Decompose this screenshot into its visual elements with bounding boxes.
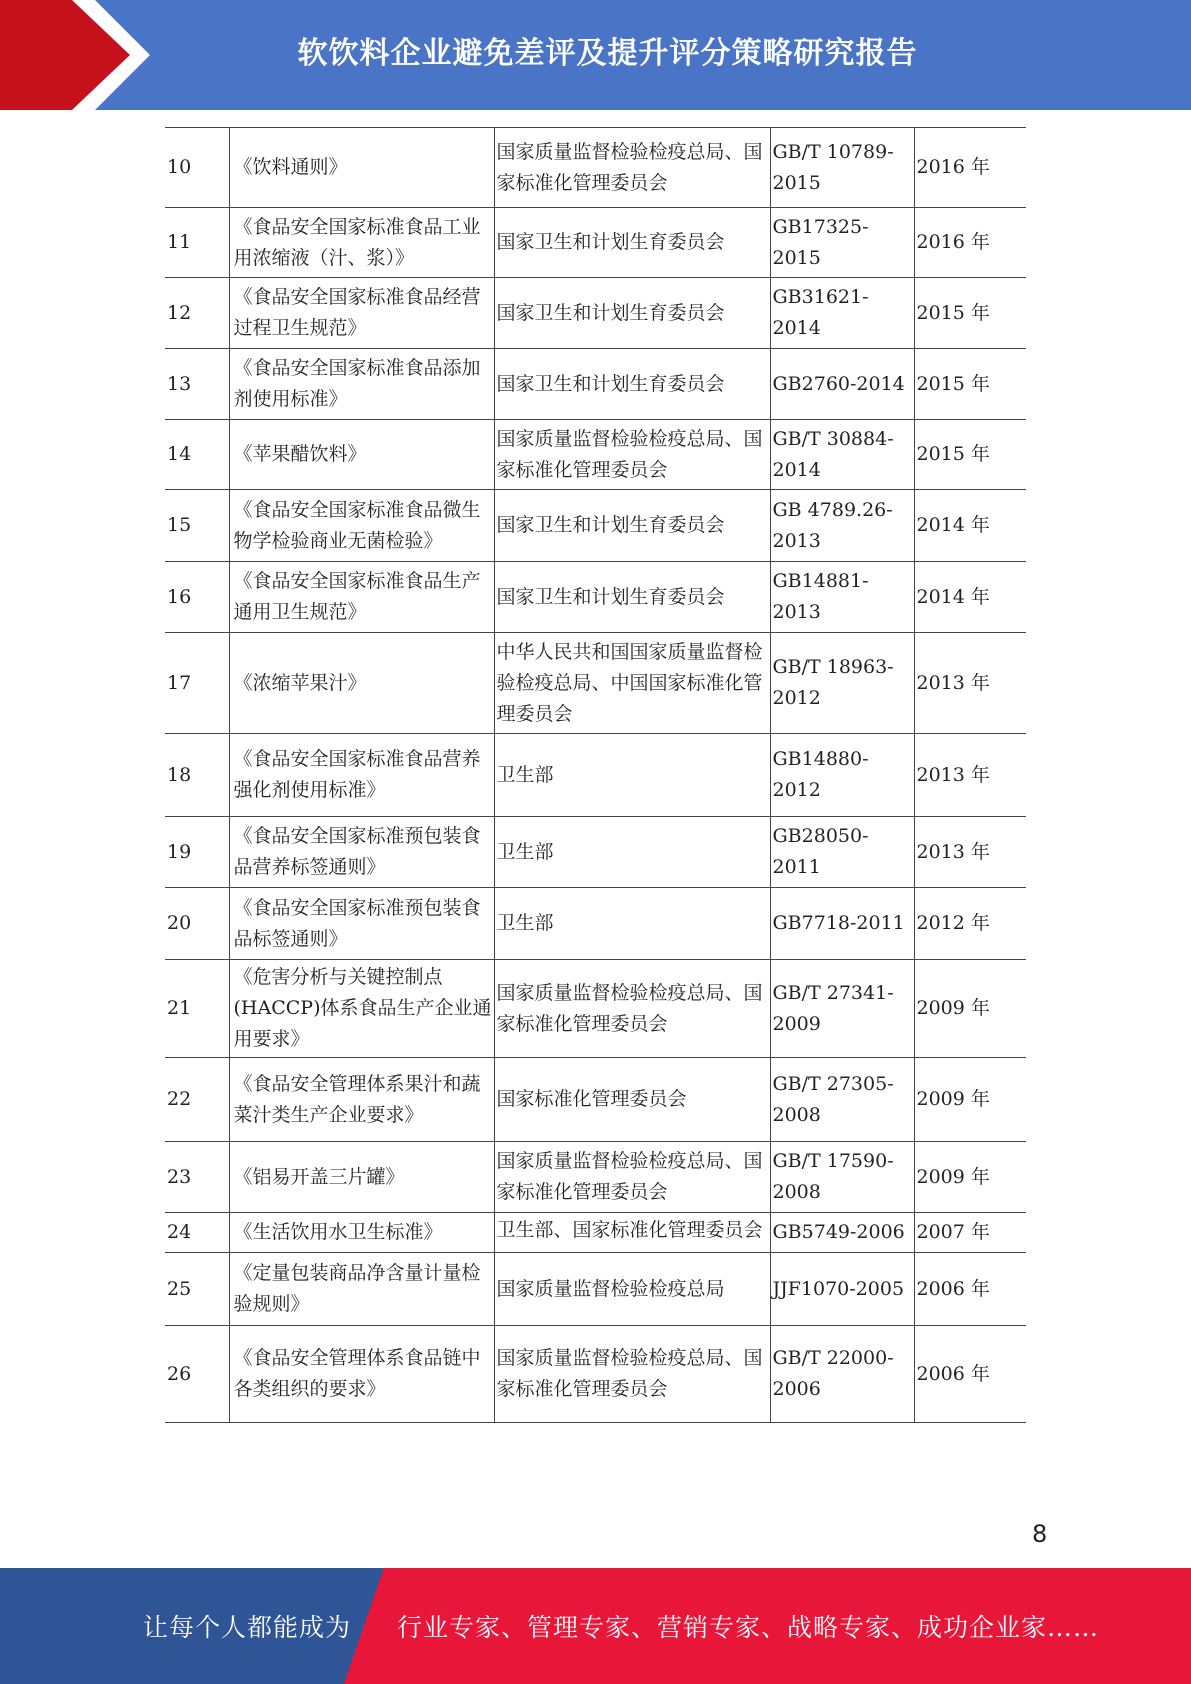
standard-code: GB/T 22000-2006 xyxy=(770,1326,914,1423)
standard-name: 《苹果醋饮料》 xyxy=(229,420,494,490)
row-number: 16 xyxy=(165,562,229,633)
effective-year: 2009 年 xyxy=(914,1142,1026,1213)
header-banner xyxy=(0,0,1191,110)
table-row xyxy=(165,888,1026,960)
effective-year: 2015 年 xyxy=(914,420,1026,490)
issuing-authority: 国家卫生和计划生育委员会 xyxy=(494,349,770,420)
standard-name: 《定量包装商品净含量计量检验规则》 xyxy=(229,1253,494,1326)
standard-code: GB28050-2011 xyxy=(770,817,914,888)
standard-name: 《食品安全国家标准食品营养强化剂使用标准》 xyxy=(229,734,494,817)
standard-code: GB31621-2014 xyxy=(770,278,914,349)
standard-name: 《食品安全国家标准食品添加剂使用标准》 xyxy=(229,349,494,420)
table-row xyxy=(165,1326,1026,1423)
report-title: 软饮料企业避免差评及提升评分策略研究报告 xyxy=(297,36,918,71)
effective-year: 2007 年 xyxy=(914,1213,1026,1253)
table-row xyxy=(165,817,1026,888)
effective-year: 2014 年 xyxy=(914,490,1026,562)
row-number: 26 xyxy=(165,1326,229,1423)
standard-name: 《食品安全国家标准预包装食品营养标签通则》 xyxy=(229,817,494,888)
row-number: 23 xyxy=(165,1142,229,1213)
effective-year: 2012 年 xyxy=(914,888,1026,960)
issuing-authority xyxy=(494,1213,770,1253)
effective-year: 2016 年 xyxy=(914,208,1026,278)
table-row xyxy=(165,1213,1026,1253)
table-row xyxy=(165,633,1026,734)
row-number: 25 xyxy=(165,1253,229,1326)
issuing-authority: 国家标准化管理委员会 xyxy=(494,1058,770,1142)
standard-name: 《食品安全国家标准食品微生物学检验商业无菌检验》 xyxy=(229,490,494,562)
effective-year: 2014 年 xyxy=(914,562,1026,633)
issuing-authority-text: 卫生部、国家标准化管理委员会 xyxy=(496,1218,763,1241)
table-row xyxy=(165,1253,1026,1326)
issuing-authority: 卫生部 xyxy=(494,888,770,960)
page-number: 8 xyxy=(1032,1520,1048,1548)
issuing-authority: 国家卫生和计划生育委员会 xyxy=(494,490,770,562)
table-row xyxy=(165,1142,1026,1213)
effective-year: 2009 年 xyxy=(914,960,1026,1058)
issuing-authority: 卫生部 xyxy=(494,817,770,888)
standard-code: GB5749-2006 xyxy=(770,1213,914,1253)
standard-code: GB/T 17590-2008 xyxy=(770,1142,914,1213)
issuing-authority: 卫生部 xyxy=(494,734,770,817)
standard-code: GB2760-2014 xyxy=(770,349,914,420)
row-number: 17 xyxy=(165,633,229,734)
row-number: 24 xyxy=(165,1213,229,1253)
standard-name: 《浓缩苹果汁》 xyxy=(229,633,494,734)
standard-code: GB/T 18963-2012 xyxy=(770,633,914,734)
standard-name: 《食品安全国家标准食品生产通用卫生规范》 xyxy=(229,562,494,633)
table-row xyxy=(165,128,1026,208)
issuing-authority: 国家卫生和计划生育委员会 xyxy=(494,562,770,633)
standard-code: GB17325-2015 xyxy=(770,208,914,278)
effective-year: 2013 年 xyxy=(914,734,1026,817)
effective-year: 2015 年 xyxy=(914,278,1026,349)
table-row xyxy=(165,960,1026,1058)
row-number: 13 xyxy=(165,349,229,420)
row-number: 15 xyxy=(165,490,229,562)
row-number: 21 xyxy=(165,960,229,1058)
effective-year: 2006 年 xyxy=(914,1326,1026,1423)
table-row xyxy=(165,562,1026,633)
standard-code: GB/T 10789-2015 xyxy=(770,128,914,208)
standard-name: 《食品安全国家标准预包装食品标签通则》 xyxy=(229,888,494,960)
effective-year: 2009 年 xyxy=(914,1058,1026,1142)
standard-name: 《食品安全管理体系食品链中各类组织的要求》 xyxy=(229,1326,494,1423)
standard-name: 《食品安全国家标准食品工业用浓缩液（汁、浆）》 xyxy=(229,208,494,278)
standards-table xyxy=(165,127,1026,1423)
row-number: 12 xyxy=(165,278,229,349)
standard-code: GB/T 27305-2008 xyxy=(770,1058,914,1142)
row-number: 20 xyxy=(165,888,229,960)
table-row xyxy=(165,1058,1026,1142)
table-row xyxy=(165,734,1026,817)
footer-banner xyxy=(0,1568,1191,1684)
effective-year: 2006 年 xyxy=(914,1253,1026,1326)
footer-slogan-left: 让每个人都能成为 xyxy=(143,1613,352,1642)
row-number: 19 xyxy=(165,817,229,888)
issuing-authority: 国家质量监督检验检疫总局、国家标准化管理委员会 xyxy=(494,1326,770,1423)
table-row xyxy=(165,490,1026,562)
standard-code: JJF1070-2005 xyxy=(770,1253,914,1326)
row-number: 22 xyxy=(165,1058,229,1142)
table-row xyxy=(165,420,1026,490)
issuing-authority: 中华人民共和国国家质量监督检验检疫总局、中国国家标准化管理委员会 xyxy=(494,633,770,734)
standard-code: GB/T 30884-2014 xyxy=(770,420,914,490)
standards-table-container xyxy=(165,127,1026,1423)
standard-code: GB14880-2012 xyxy=(770,734,914,817)
standard-code: GB7718-2011 xyxy=(770,888,914,960)
row-number: 10 xyxy=(165,128,229,208)
standard-code: GB14881-2013 xyxy=(770,562,914,633)
standard-name: 《危害分析与关键控制点(HACCP)体系食品生产企业通用要求》 xyxy=(229,960,494,1058)
standard-code: GB 4789.26-2013 xyxy=(770,490,914,562)
row-number: 11 xyxy=(165,208,229,278)
standard-name: 《食品安全管理体系果汁和蔬菜汁类生产企业要求》 xyxy=(229,1058,494,1142)
effective-year: 2013 年 xyxy=(914,633,1026,734)
row-number: 18 xyxy=(165,734,229,817)
standard-name: 《生活饮用水卫生标准》 xyxy=(229,1213,494,1253)
issuing-authority: 国家质量监督检验检疫总局、国家标准化管理委员会 xyxy=(494,960,770,1058)
row-number: 14 xyxy=(165,420,229,490)
issuing-authority: 国家质量监督检验检疫总局 xyxy=(494,1253,770,1326)
standard-name: 《饮料通则》 xyxy=(229,128,494,208)
table-row xyxy=(165,278,1026,349)
table-row xyxy=(165,349,1026,420)
issuing-authority: 国家质量监督检验检疫总局、国家标准化管理委员会 xyxy=(494,1142,770,1213)
standard-name: 《食品安全国家标准食品经营过程卫生规范》 xyxy=(229,278,494,349)
issuing-authority: 国家质量监督检验检疫总局、国家标准化管理委员会 xyxy=(494,420,770,490)
footer-slogan-right: 行业专家、管理专家、营销专家、战略专家、成功企业家…… xyxy=(397,1613,1100,1642)
issuing-authority: 国家卫生和计划生育委员会 xyxy=(494,278,770,349)
standard-name: 《铝易开盖三片罐》 xyxy=(229,1142,494,1213)
standard-code: GB/T 27341-2009 xyxy=(770,960,914,1058)
issuing-authority: 国家质量监督检验检疫总局、国家标准化管理委员会 xyxy=(494,128,770,208)
effective-year: 2013 年 xyxy=(914,817,1026,888)
effective-year: 2015 年 xyxy=(914,349,1026,420)
issuing-authority: 国家卫生和计划生育委员会 xyxy=(494,208,770,278)
effective-year: 2016 年 xyxy=(914,128,1026,208)
table-row xyxy=(165,208,1026,278)
